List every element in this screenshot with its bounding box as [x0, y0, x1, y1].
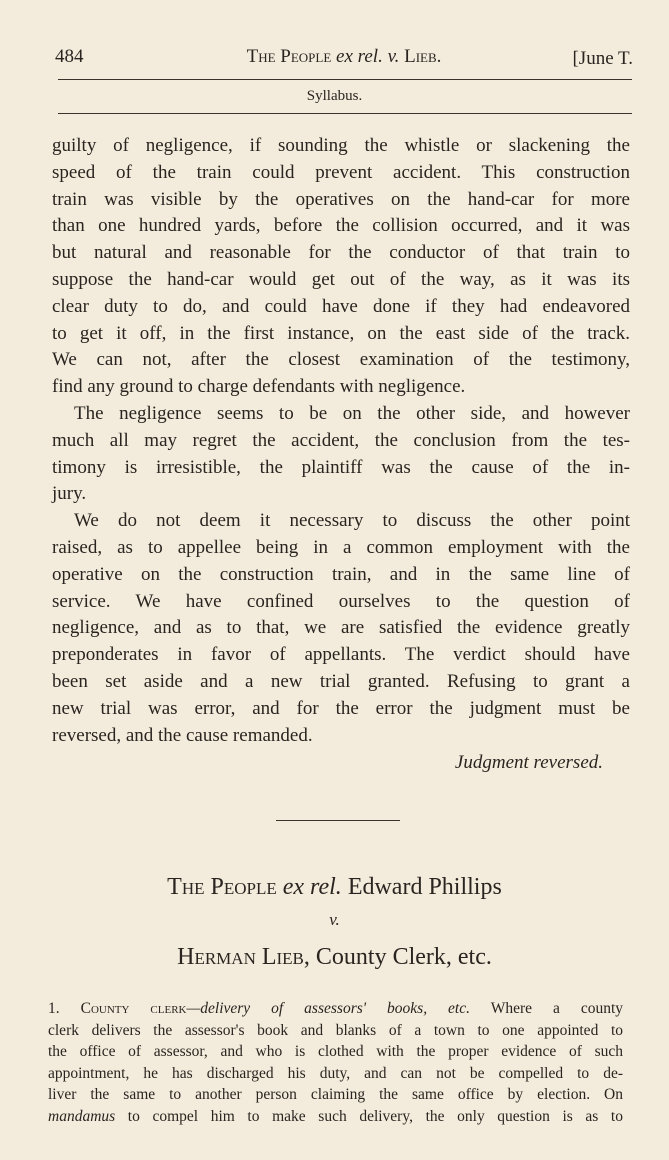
text-segment: to compel him to make such delivery, the only question is as to: [115, 1107, 623, 1125]
text-segment: County clerk: [80, 1000, 187, 1017]
text-segment: 1.: [48, 1000, 81, 1017]
text-line: We do not deem it necessary to discuss the other point: [74, 510, 630, 532]
text-segment: Herman Lieb: [177, 944, 304, 970]
header-rule: [58, 79, 632, 80]
text-line: raised, as to appellee being in a common employment with the: [52, 536, 630, 558]
text-segment: liver the same to another person claiming the same office by election. On: [48, 1086, 623, 1104]
text-segment: Lieb.: [404, 46, 442, 67]
text-segment: clerk delivers the assessor's book and blanks of a town to one appointed to: [48, 1021, 623, 1039]
text-line: reversed, and the cause remanded.: [52, 724, 313, 746]
text-segment: The People: [167, 874, 283, 900]
page-number: 484: [55, 46, 84, 67]
syllabus-line: [48, 1084, 623, 1106]
text-line: suppose the hand-car would get out of the way, as it was its: [52, 268, 630, 290]
text-line: guilty of negligence, if sounding the whistle or slackening the: [52, 135, 630, 156]
section-label: Syllabus.: [306, 88, 363, 104]
text-segment: ex rel.: [282, 874, 342, 900]
text-line: new trial was error, and for the error the judgment must be: [52, 697, 630, 719]
syllabus-line: [48, 1106, 623, 1128]
text-line: been set aside and a new trial granted. Refusing to grant a: [52, 670, 630, 692]
text-line: to get it off, in the first instance, on the east side of the track.: [52, 322, 630, 344]
text-segment: —delivery of assessors' books, etc.: [186, 1000, 470, 1017]
text-line: We can not, after the closest examination of the testimony,: [52, 349, 630, 371]
judgment-line: Judgment reversed.: [454, 752, 603, 773]
text-segment: , County Clerk, etc.: [303, 944, 492, 970]
case-title-line-3: [0, 944, 669, 971]
text-segment: appointment, he has discharged his duty, and can not be compelled to de-: [48, 1064, 623, 1082]
text-segment: mandamus: [48, 1107, 116, 1125]
term-label: [June T.: [572, 48, 633, 69]
text-line: but natural and reasonable for the conductor of that train to: [52, 242, 630, 264]
case-title: [0, 874, 669, 971]
text-line: service. We have confined ourselves to the question of: [52, 590, 630, 612]
text-segment: the office of assessor, and who is clothed with the proper evidence of such: [48, 1043, 623, 1061]
text-segment: Where a county: [470, 1000, 624, 1017]
text-line: timony is irresistible, the plaintiff was the cause of the in-: [52, 456, 630, 478]
syllabus-line: [48, 1063, 623, 1085]
text-line: operative on the construction train, and in the same line of: [52, 563, 630, 585]
text-line: clear duty to do, and could have done if they had endeavored: [52, 295, 630, 317]
text-line: than one hundred yards, before the collision occurred, and it was: [52, 215, 630, 237]
text-line: train was visible by the operatives on the hand-car for more: [52, 188, 630, 210]
section-rule: [58, 113, 632, 114]
text-line: The negligence seems to be on the other side, and however: [74, 402, 630, 424]
opinion-text: [52, 133, 630, 749]
text-line: much all may regret the accident, the conclusion from the tes-: [52, 429, 630, 451]
syllabus-text: [48, 998, 623, 1128]
text-segment: ex rel. v.: [336, 46, 405, 67]
running-title: [55, 46, 633, 68]
text-line: find any ground to charge defendants with negligence.: [52, 376, 466, 398]
text-line: speed of the train could prevent accident. This construction: [52, 161, 630, 183]
case-title-line-1: [0, 874, 669, 910]
section-divider: [276, 820, 400, 821]
text-line: preponderates in favor of appellants. The verdict should have: [52, 644, 630, 666]
running-header: [55, 46, 633, 76]
syllabus-line: [48, 1020, 623, 1042]
case-title-versus: v.: [329, 910, 340, 929]
text-segment: The People: [246, 46, 337, 67]
text-segment: Edward Phillips: [341, 874, 502, 900]
text-line: jury.: [52, 483, 87, 505]
text-line: negligence, and as to that, we are satisfied the evidence greatly: [52, 617, 630, 639]
syllabus-line: [48, 998, 623, 1020]
syllabus-line: [48, 1041, 623, 1063]
